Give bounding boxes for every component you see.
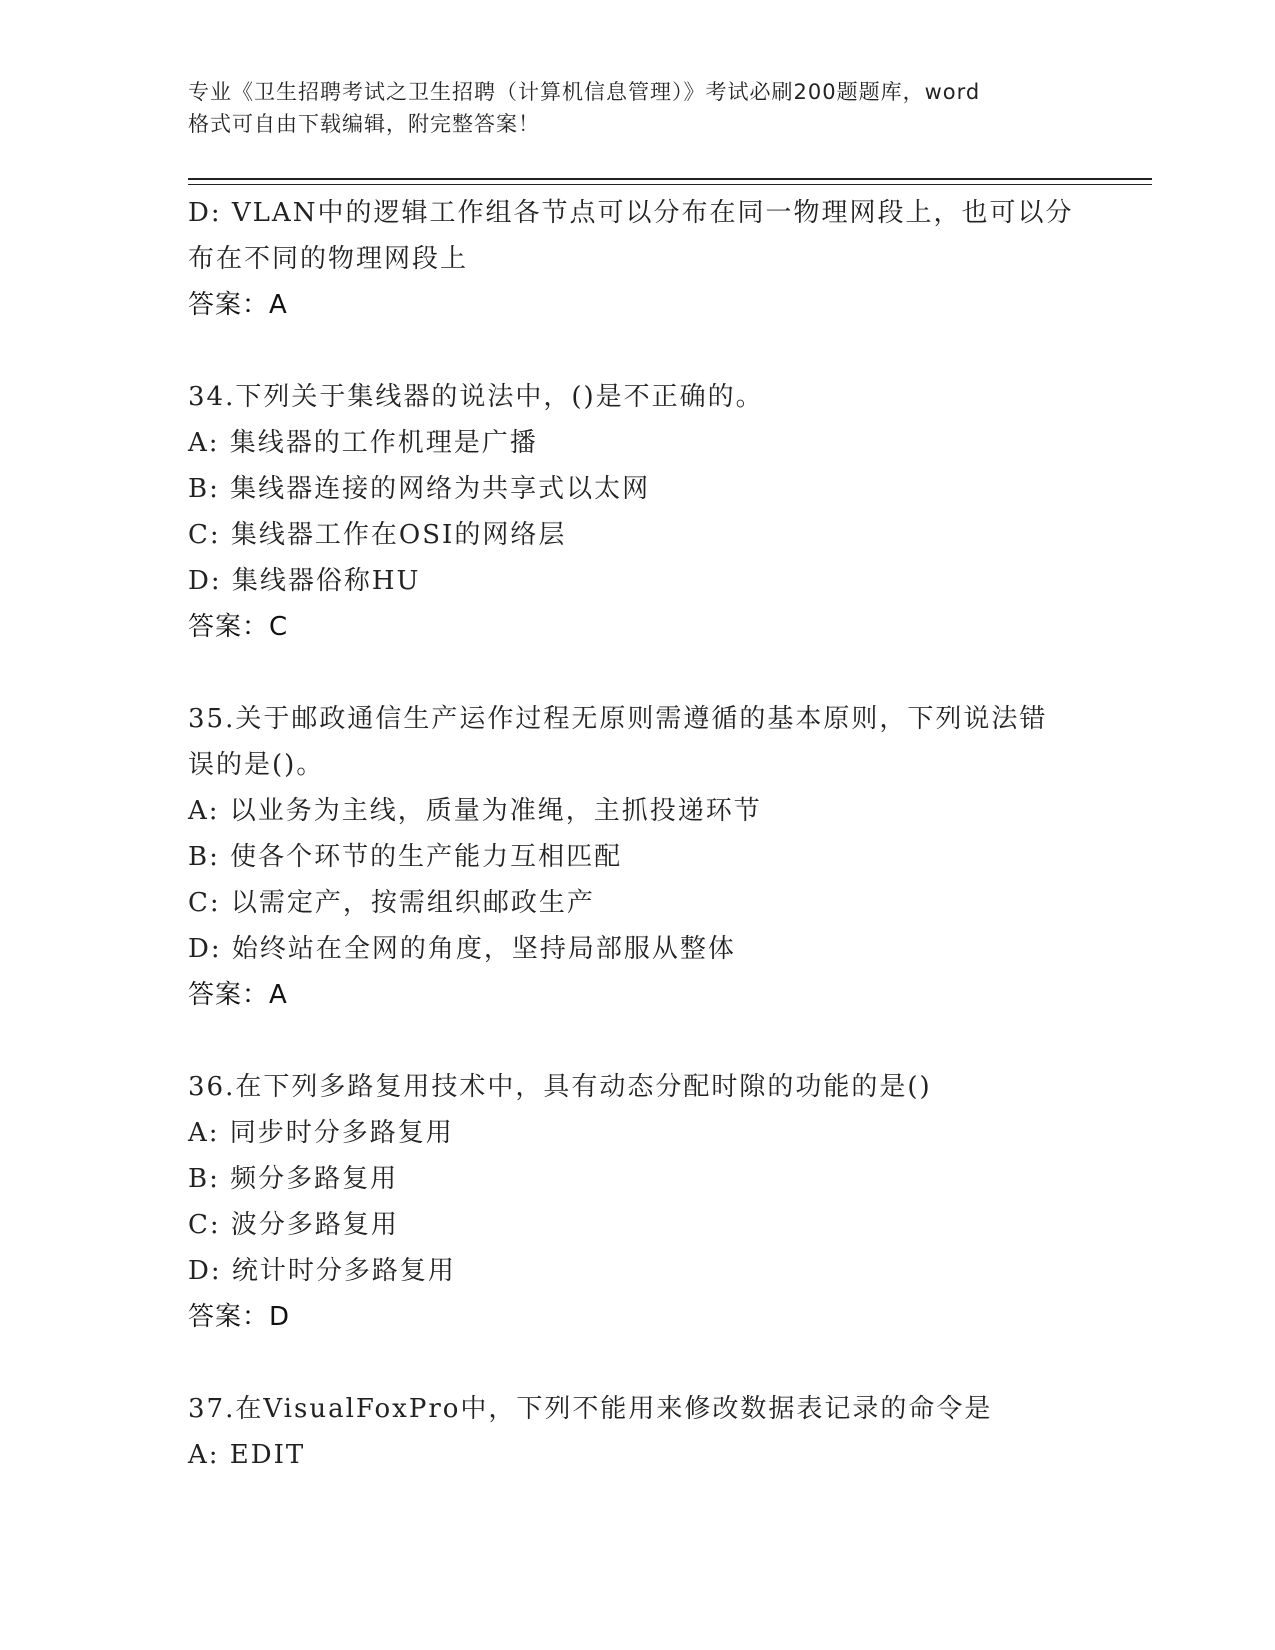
answer: 答案：C: [188, 612, 289, 642]
option-d-line-1: D: VLAN中的逻辑工作组各节点可以分布在同一物理网段上，也可以分: [188, 198, 1074, 228]
header-line-2: 格式可自由下载编辑，附完整答案！: [188, 112, 540, 136]
option-d: D: 集线器俗称HU: [188, 566, 421, 596]
option-a: A: 以业务为主线，质量为准绳，主抓投递环节: [188, 796, 762, 826]
option-b: B: 使各个环节的生产能力互相匹配: [188, 842, 623, 872]
question-stem: 36.在下列多路复用技术中，具有动态分配时隙的功能的是(): [188, 1072, 932, 1102]
answer: 答案：D: [188, 1302, 291, 1332]
option-b: B: 频分多路复用: [188, 1164, 399, 1194]
option-d-line-2: 布在不同的物理网段上: [188, 244, 469, 274]
spacer: [188, 650, 1088, 696]
header-divider-thick: [188, 178, 1152, 180]
option-c: C: 以需定产，按需组织邮政生产: [188, 888, 595, 918]
question-stem: 34.下列关于集线器的说法中，()是不正确的。: [188, 382, 764, 412]
option-a: A: 集线器的工作机理是广播: [188, 428, 538, 458]
question-stem-line-1: 35.关于邮政通信生产运作过程无原则需遵循的基本原则，下列说法错: [188, 704, 1048, 734]
question-36: [188, 1064, 1088, 1340]
option-a: A: 同步时分多路复用: [188, 1118, 454, 1148]
option-d: D: 始终站在全网的角度，坚持局部服从整体: [188, 934, 736, 964]
question-stem-line-2: 误的是()。: [188, 750, 325, 780]
spacer: [188, 328, 1088, 374]
spacer: [188, 1340, 1088, 1386]
answer: 答案：A: [188, 290, 288, 320]
document-header: [188, 76, 1088, 140]
spacer: [188, 1018, 1088, 1064]
question-37: [188, 1386, 1088, 1478]
document-body: [188, 190, 1088, 1478]
option-c: C: 波分多路复用: [188, 1210, 399, 1240]
header-line-1: 专业《卫生招聘考试之卫生招聘（计算机信息管理）》考试必刷200题题库，word: [188, 80, 981, 104]
question-stem: 37.在VisualFoxPro中，下列不能用来修改数据表记录的命令是: [188, 1394, 993, 1424]
option-d: D: 统计时分多路复用: [188, 1256, 456, 1286]
option-b: B: 集线器连接的网络为共享式以太网: [188, 474, 651, 504]
option-c: C: 集线器工作在OSI的网络层: [188, 520, 567, 550]
question-34: [188, 374, 1088, 650]
question-35: [188, 696, 1088, 1018]
previous-question-tail: [188, 190, 1088, 328]
header-divider-thin: [188, 184, 1152, 185]
option-a: A: EDIT: [188, 1440, 306, 1470]
answer: 答案：A: [188, 980, 288, 1010]
